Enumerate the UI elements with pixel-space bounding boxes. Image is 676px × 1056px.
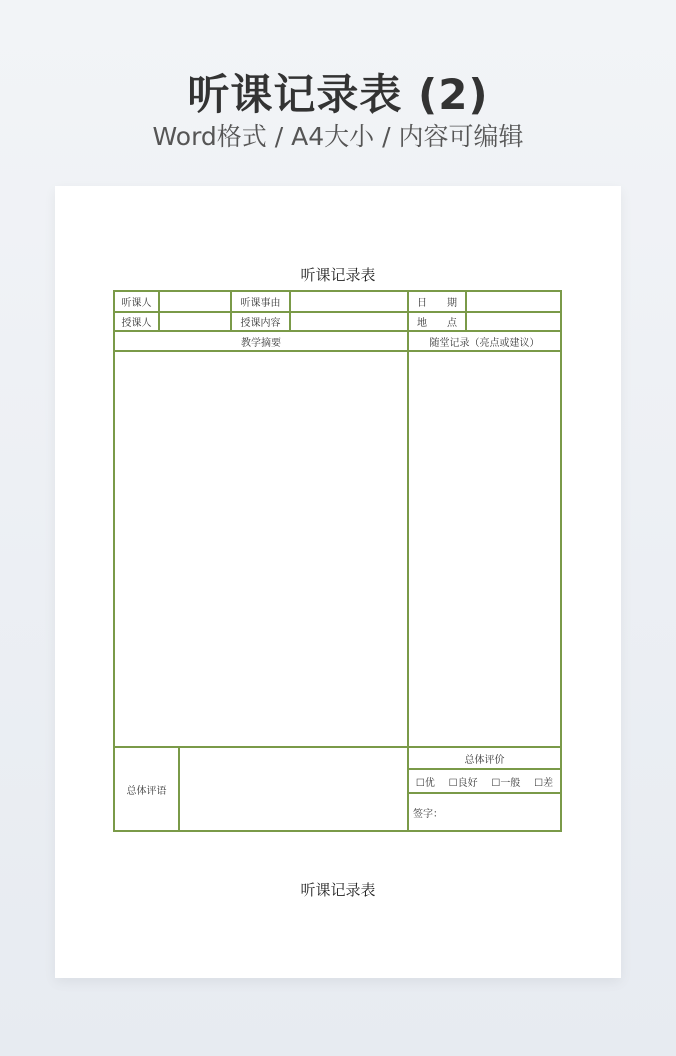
listen-reason-label: 听课事由 — [240, 298, 281, 309]
rating-option-poor[interactable]: ☐差 — [534, 777, 554, 789]
date-label-part: 期 — [447, 298, 457, 309]
overall-rating-label: 总体评价 — [464, 754, 505, 766]
place-input[interactable] — [467, 313, 560, 330]
date-label — [409, 292, 465, 311]
content-label: 授课内容 — [240, 318, 281, 329]
place-label-part: 点 — [447, 318, 457, 329]
place-label-part: 地 — [417, 318, 427, 329]
overall-comment-label: 总体评语 — [126, 785, 167, 797]
signature-label: 签字： — [413, 808, 443, 820]
notes-header: 随堂记录（亮点或建议） — [429, 337, 540, 349]
rating-option-average[interactable]: ☐一般 — [491, 777, 521, 789]
summary-header: 教学摘要 — [241, 337, 281, 349]
listener-input[interactable] — [160, 292, 230, 311]
banner-title: 听课记录表 (2) — [187, 70, 489, 119]
place-label — [409, 313, 465, 330]
listener-label: 听课人 — [121, 298, 152, 309]
rating-option-excellent[interactable]: ☐优 — [415, 777, 435, 789]
rating-options — [409, 770, 560, 792]
listen-reason-input[interactable] — [291, 292, 407, 311]
signature-field[interactable] — [413, 794, 560, 830]
summary-area[interactable] — [115, 352, 407, 746]
notes-area[interactable] — [409, 352, 560, 746]
document-title: 听课记录表 — [300, 266, 376, 284]
content-input[interactable] — [291, 313, 407, 330]
rating-option-good[interactable]: ☐良好 — [448, 777, 478, 789]
teacher-label: 授课人 — [121, 318, 152, 329]
document-page — [55, 186, 621, 978]
date-input[interactable] — [467, 292, 560, 311]
document-footer: 听课记录表 — [300, 881, 376, 899]
overall-comment-area[interactable] — [180, 748, 407, 830]
observation-form-table — [113, 290, 562, 832]
teacher-input[interactable] — [160, 313, 230, 330]
date-label-part: 日 — [417, 298, 427, 309]
banner-subtitle: Word格式 / A4大小 / 内容可编辑 — [152, 122, 524, 151]
